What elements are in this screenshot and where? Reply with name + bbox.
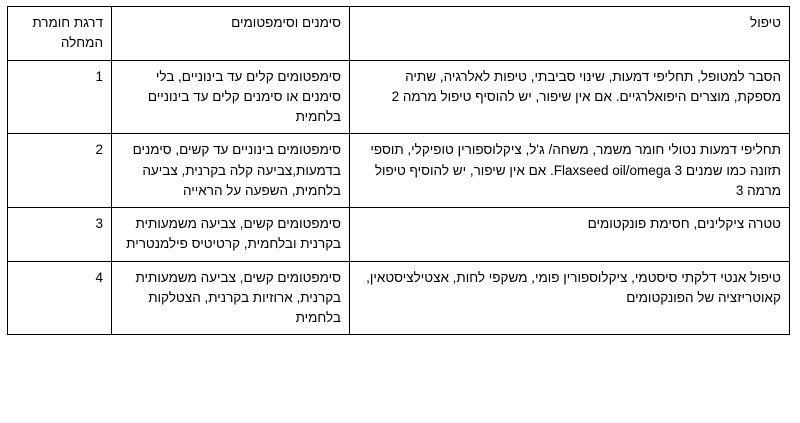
header-signs: סימנים וסימפטומים: [112, 7, 350, 61]
cell-grade: 1: [8, 60, 112, 134]
cell-signs: סימפטומים בינוניים עד קשים, סימנים בדמעות,צביעה קלה בקרנית, צביעה בלחמית, השפעה על הראייה: [112, 134, 350, 208]
table-row: [8, 261, 790, 335]
cell-grade: 3: [8, 208, 112, 262]
cell-signs: סימפטומים קלים עד בינוניים, בלי סימנים או סימנים קלים עד בינוניים בלחמית: [112, 60, 350, 134]
cell-signs: סימפטומים קשים, צביעה משמעותית בקרנית ובלחמית, קרטיטיס פילמנטרית: [112, 208, 350, 262]
header-treatment: טיפול: [350, 7, 790, 61]
cell-grade: 2: [8, 134, 112, 208]
cell-treatment: הסבר למטופל, תחליפי דמעות, שינוי סביבתי, טיפות לאלרגיה, שתיה מספקת, מוצרים היפואלרגיים. אם אין שיפור, יש להוסיף טיפול מרמה 2: [350, 60, 790, 134]
table-row: [8, 134, 790, 208]
table-header-row: [8, 7, 790, 61]
cell-treatment: טטרה ציקלינים, חסימת פונקטומים: [350, 208, 790, 262]
cell-treatment: טיפול אנטי דלקתי סיסטמי, ציקלוספורין פומי, משקפי לחות, אצטילציסטאין, קאוטריזציה של הפונקטומים: [350, 261, 790, 335]
table-header: [8, 7, 790, 61]
cell-grade: 4: [8, 261, 112, 335]
table-body: [8, 60, 790, 335]
dry-eye-severity-table: [7, 6, 790, 335]
cell-signs: סימפטומים קשים, צביעה משמעותית בקרנית, ארוזיות בקרנית, הצטלקות בלחמית: [112, 261, 350, 335]
table-row: [8, 208, 790, 262]
cell-treatment: תחליפי דמעות נטולי חומר משמר, משחה/ ג'ל, ציקלוספורין טופיקלי, תוספי תזונה כמו שמנים Flaxseed oil/omega 3. אם אין שיפור, יש להוסיף טיפול מרמה 3: [350, 134, 790, 208]
header-grade: דרגת חומרת המחלה: [8, 7, 112, 61]
table-row: [8, 60, 790, 134]
